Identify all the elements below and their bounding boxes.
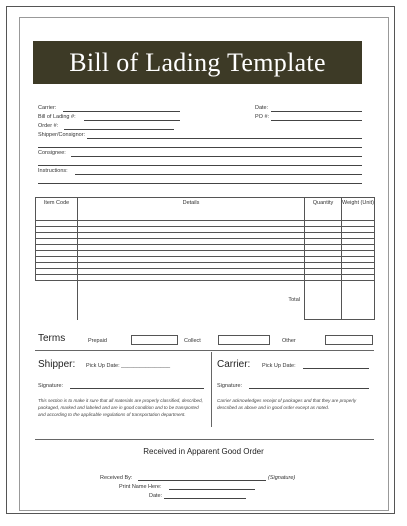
po-label: PO #: bbox=[255, 114, 270, 120]
shipper-pickup-date[interactable]: Pick Up Date: ________________ bbox=[86, 363, 171, 369]
carrier-pickup-field[interactable] bbox=[303, 368, 369, 369]
date-field[interactable] bbox=[271, 111, 362, 112]
table-total-row[interactable] bbox=[36, 281, 375, 320]
carrier-note: Carrier acknowledges receipt of packages and that they are properly described as above and in good order except as noted. bbox=[217, 398, 357, 410]
date-label: Date: bbox=[255, 105, 269, 111]
items-table bbox=[35, 197, 375, 320]
total-label: Total bbox=[78, 281, 305, 320]
shipper-note: This section is to make it sure that all materials are properly classified, described, packaged, marked and labeled and are in good condition and to be transported and according to the applicable regulations of transportation department. bbox=[38, 398, 203, 417]
prepaid-label: Prepaid bbox=[88, 338, 107, 344]
table-header-row bbox=[36, 198, 375, 221]
shipper-signature-field[interactable] bbox=[70, 388, 204, 389]
carrier-signature-field[interactable] bbox=[249, 388, 369, 389]
bill-of-lading-label: Bill of Lading #: bbox=[38, 114, 76, 120]
po-field[interactable] bbox=[271, 120, 362, 121]
weight-header: Weight (Unit) bbox=[342, 198, 375, 221]
item-code-header: Item Code bbox=[36, 198, 78, 221]
bill-of-lading-field[interactable] bbox=[84, 120, 180, 121]
shipper-title: Shipper: bbox=[38, 359, 76, 370]
received-by-field[interactable] bbox=[138, 480, 266, 481]
carrier-title: Carrier: bbox=[217, 359, 251, 370]
carrier-pickup-label: Pick Up Date: bbox=[262, 363, 296, 369]
terms-title: Terms bbox=[38, 333, 66, 344]
instructions-label: Instructions: bbox=[38, 168, 68, 174]
carrier-field[interactable] bbox=[63, 111, 180, 112]
shipper-consignor-field-line2[interactable] bbox=[38, 147, 362, 148]
document-title: Bill of Lading Template bbox=[33, 41, 362, 84]
instructions-field[interactable] bbox=[75, 174, 362, 175]
order-label: Order #: bbox=[38, 123, 59, 129]
consignee-field[interactable] bbox=[71, 156, 362, 157]
carrier-signature-label: Signature: bbox=[217, 383, 243, 389]
received-title: Received in Apparent Good Order bbox=[143, 447, 264, 456]
shipper-signature-label: Signature: bbox=[38, 383, 64, 389]
shipper-consignor-label: Shipper/Consignor: bbox=[38, 132, 86, 138]
collect-label: Collect bbox=[184, 338, 201, 344]
order-field[interactable] bbox=[64, 129, 174, 130]
shipper-consignor-field[interactable] bbox=[87, 138, 362, 139]
other-checkbox[interactable] bbox=[325, 335, 373, 345]
print-name-label: Print Name Here: bbox=[119, 484, 162, 490]
divider bbox=[35, 350, 374, 351]
consignee-field-line2[interactable] bbox=[38, 165, 362, 166]
carrier-label: Carrier: bbox=[38, 105, 57, 111]
consignee-label: Consignee: bbox=[38, 150, 66, 156]
signature-hint: (Signature) bbox=[268, 475, 296, 481]
collect-checkbox[interactable] bbox=[218, 335, 270, 345]
quantity-header: Quantity bbox=[305, 198, 342, 221]
received-by-label: Received By: bbox=[100, 475, 133, 481]
instructions-field-line2[interactable] bbox=[38, 183, 362, 184]
print-name-field[interactable] bbox=[169, 489, 255, 490]
prepaid-checkbox[interactable] bbox=[131, 335, 178, 345]
details-header: Details bbox=[78, 198, 305, 221]
other-label: Other bbox=[282, 338, 296, 344]
divider bbox=[35, 439, 374, 440]
footer-date-label: Date: bbox=[149, 493, 163, 499]
section-divider bbox=[211, 352, 212, 427]
footer-date-field[interactable] bbox=[164, 498, 246, 499]
